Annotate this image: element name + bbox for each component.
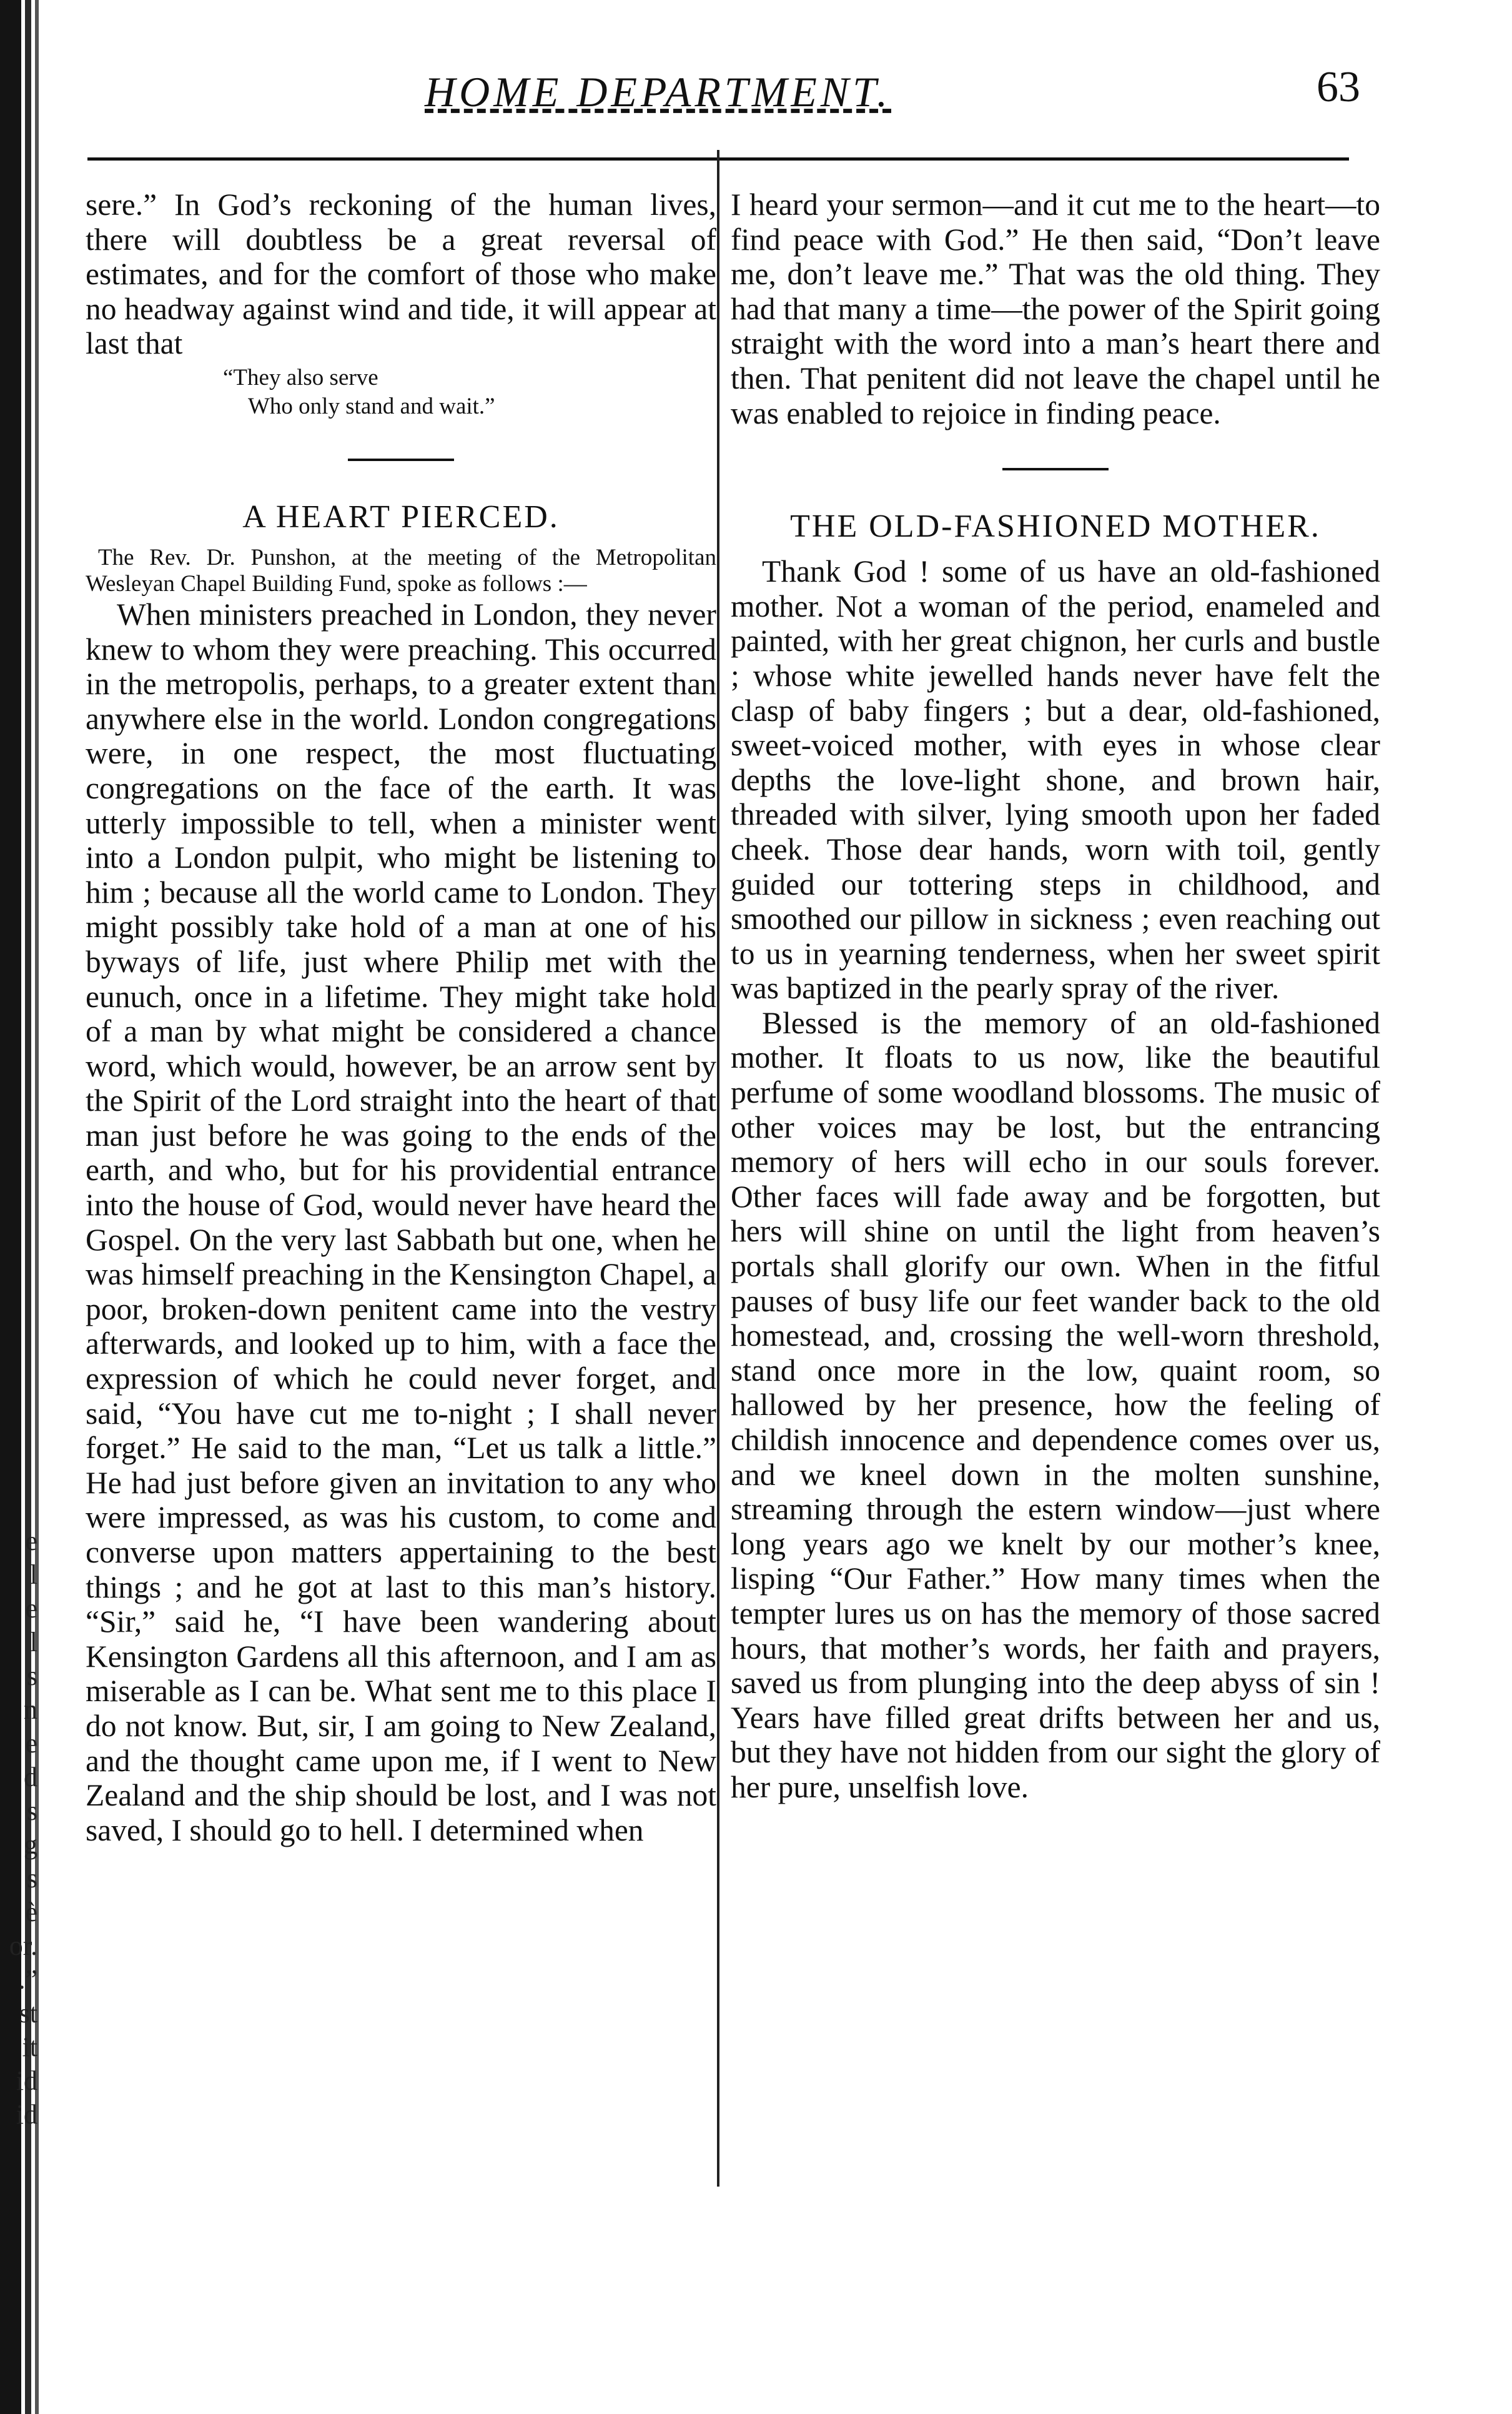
section-rule xyxy=(348,459,454,461)
margin-fragment: e xyxy=(25,1728,37,1759)
section-rule xyxy=(1002,468,1109,470)
section-title-old-fashioned-mother: THE OLD-FASHIONED MOTHER. xyxy=(790,509,1321,545)
margin-fragment: è xyxy=(25,1897,37,1927)
margin-fragment: g xyxy=(24,1829,37,1860)
margin-fragment: s xyxy=(26,1863,37,1894)
margin-fragment: d xyxy=(24,1762,37,1792)
article-body: When ministers preached in London, they never knew to whom they were preaching. This occurred in the metropolis, perhaps, to a greater extent than anywhere else in the world. London congregations were, in one respect, the most fluctuating congregations on the face of the earth. It was utterly impossible to tell, when a minister went into a London pulpit, who might be listening to him ; because all the world came to London. They might possibly take hold of a man at one of his byways of life, just where Philip met with the eunuch, once in a lifetime. They might take hold of a man by what might be considered a chance word, which would, however, be an arrow sent by the Spirit of the Lord straight into the heart of that man just before he was going to the ends of the earth, and who, but for his providential entrance into the house of God, would never have heard the Gospel. On the very last Sabbath but one, when he was himself preaching in the Kensington Chapel, a poor, broken-down penitent came into the vestry afterwards, and looked up to him, with a face the expression of which he could never forget, and said, “You have cut me to-night ; I shall never forget.” He said to the man, “Let us talk a little.” He had just before given an invitation to any who were impressed, as was his custom, to come and converse upon matters appertaining to the best things ; and he got at last to this man’s history. “Sir,” said he, “I have been wandering about Kensington Gardens all this afternoon, and I am as miserable as I can be. What sent me to this place I do not know. But, sir, I am going to New Zealand, and the thought came upon me, if I went to New Zealand and the ship should be lost, and I was not saved, I should go to hell. I determined when xyxy=(86,597,716,1847)
opening-paragraph: sere.” In God’s reckoning of the human lives, there will doubtless be a great reversal of estimates, and for the comfort of those who make no headway against wind and tide, it will appear at last that xyxy=(86,187,716,361)
right-column xyxy=(731,187,1380,1805)
margin-fragment: it xyxy=(22,2032,37,2062)
column-divider xyxy=(717,150,719,2187)
margin-fragment: n xyxy=(24,1694,37,1725)
verse-line: “They also serve xyxy=(223,364,378,390)
running-head: HOME DEPARTMENT. xyxy=(425,68,892,116)
page-number: 63 xyxy=(1317,63,1360,111)
margin-fragment: id xyxy=(16,2065,37,2096)
margin-fragment: s xyxy=(26,1796,37,1826)
article-intro: The Rev. Dr. Punshon, at the meeting of the Metropolitan Wesleyan Chapel Building Fund, spoke as follows :— xyxy=(86,544,716,597)
verse-line: Who only stand and wait.” xyxy=(248,393,495,419)
adjacent-page-fragments xyxy=(0,1524,37,2132)
margin-fragment: or. xyxy=(9,1930,37,1961)
margin-fragment: l xyxy=(29,1559,37,1590)
margin-fragment: e xyxy=(25,1593,37,1624)
margin-fragment: .” xyxy=(18,1964,37,1995)
article-paragraph: Blessed is the memory of an old-fashioned mother. It floats to us now, like the beautiful perfume of some woodland blossoms. The music of other voices may be lost, but the entrancing memory of hers will echo in our souls forever. Other faces will fade away and be forgotten, but hers will shine on until the light from heaven’s portals shall glorify our own. When in the fitful pauses of busy life our feet wander back to the old homestead, and, crossing the well-worn threshold, stand once more in the low, quaint room, so hallowed by her presence, how the feeling of childish innocence and dependence comes over us, and we kneel down in the molten sunshine, streaming through the estern window—just where long years ago we knelt by our mother’s knee, lisping “Our Father.” How many times when the tempter lures us on has the memory of those sacred hours, that mother’s words, her faith and prayers, saved us from plunging into the deep abyss of sin ! Years have filled great drifts between her and us, but they have not hidden from our sight the glory of her pure, unselfish love. xyxy=(731,1005,1380,1804)
verse-quote xyxy=(86,364,716,421)
margin-fragment: id xyxy=(16,2099,37,2130)
margin-fragment: st xyxy=(19,1998,37,2029)
margin-fragment: s xyxy=(26,1661,37,1691)
margin-fragment: l xyxy=(29,1627,37,1657)
margin-fragment: e xyxy=(25,1526,37,1556)
left-column xyxy=(86,187,716,1847)
section-title-heart-pierced: A HEART PIERCED. xyxy=(242,499,560,535)
continuation-paragraph: I heard your sermon—and it cut me to the heart—to find peace with God.” He then said, “Don’t leave me, don’t leave me.” That was the old thing. They had that many a time—the power of the Spirit going straight with the word into a man’s heart there and then. That penitent did not leave the chapel until he was enabled to rejoice in finding peace. xyxy=(731,187,1380,430)
article-paragraph: Thank God ! some of us have an old-fashioned mother. Not a woman of the period, enameled and painted, with her great chignon, her curls and bustle ; whose white jewelled hands never have felt the clasp of baby fingers ; but a dear, old-fashioned, sweet-voiced mother, with eyes in whose clear depths the love-light shone, and brown hair, threaded with silver, lying smooth upon her faded cheek. Those dear hands, worn with toil, gently guided our tottering steps in childhood, and smoothed our pillow in sickness ; even reaching out to us in yearning tenderness, when her sweet spirit was baptized in the pearly spray of the river. xyxy=(731,554,1380,1006)
